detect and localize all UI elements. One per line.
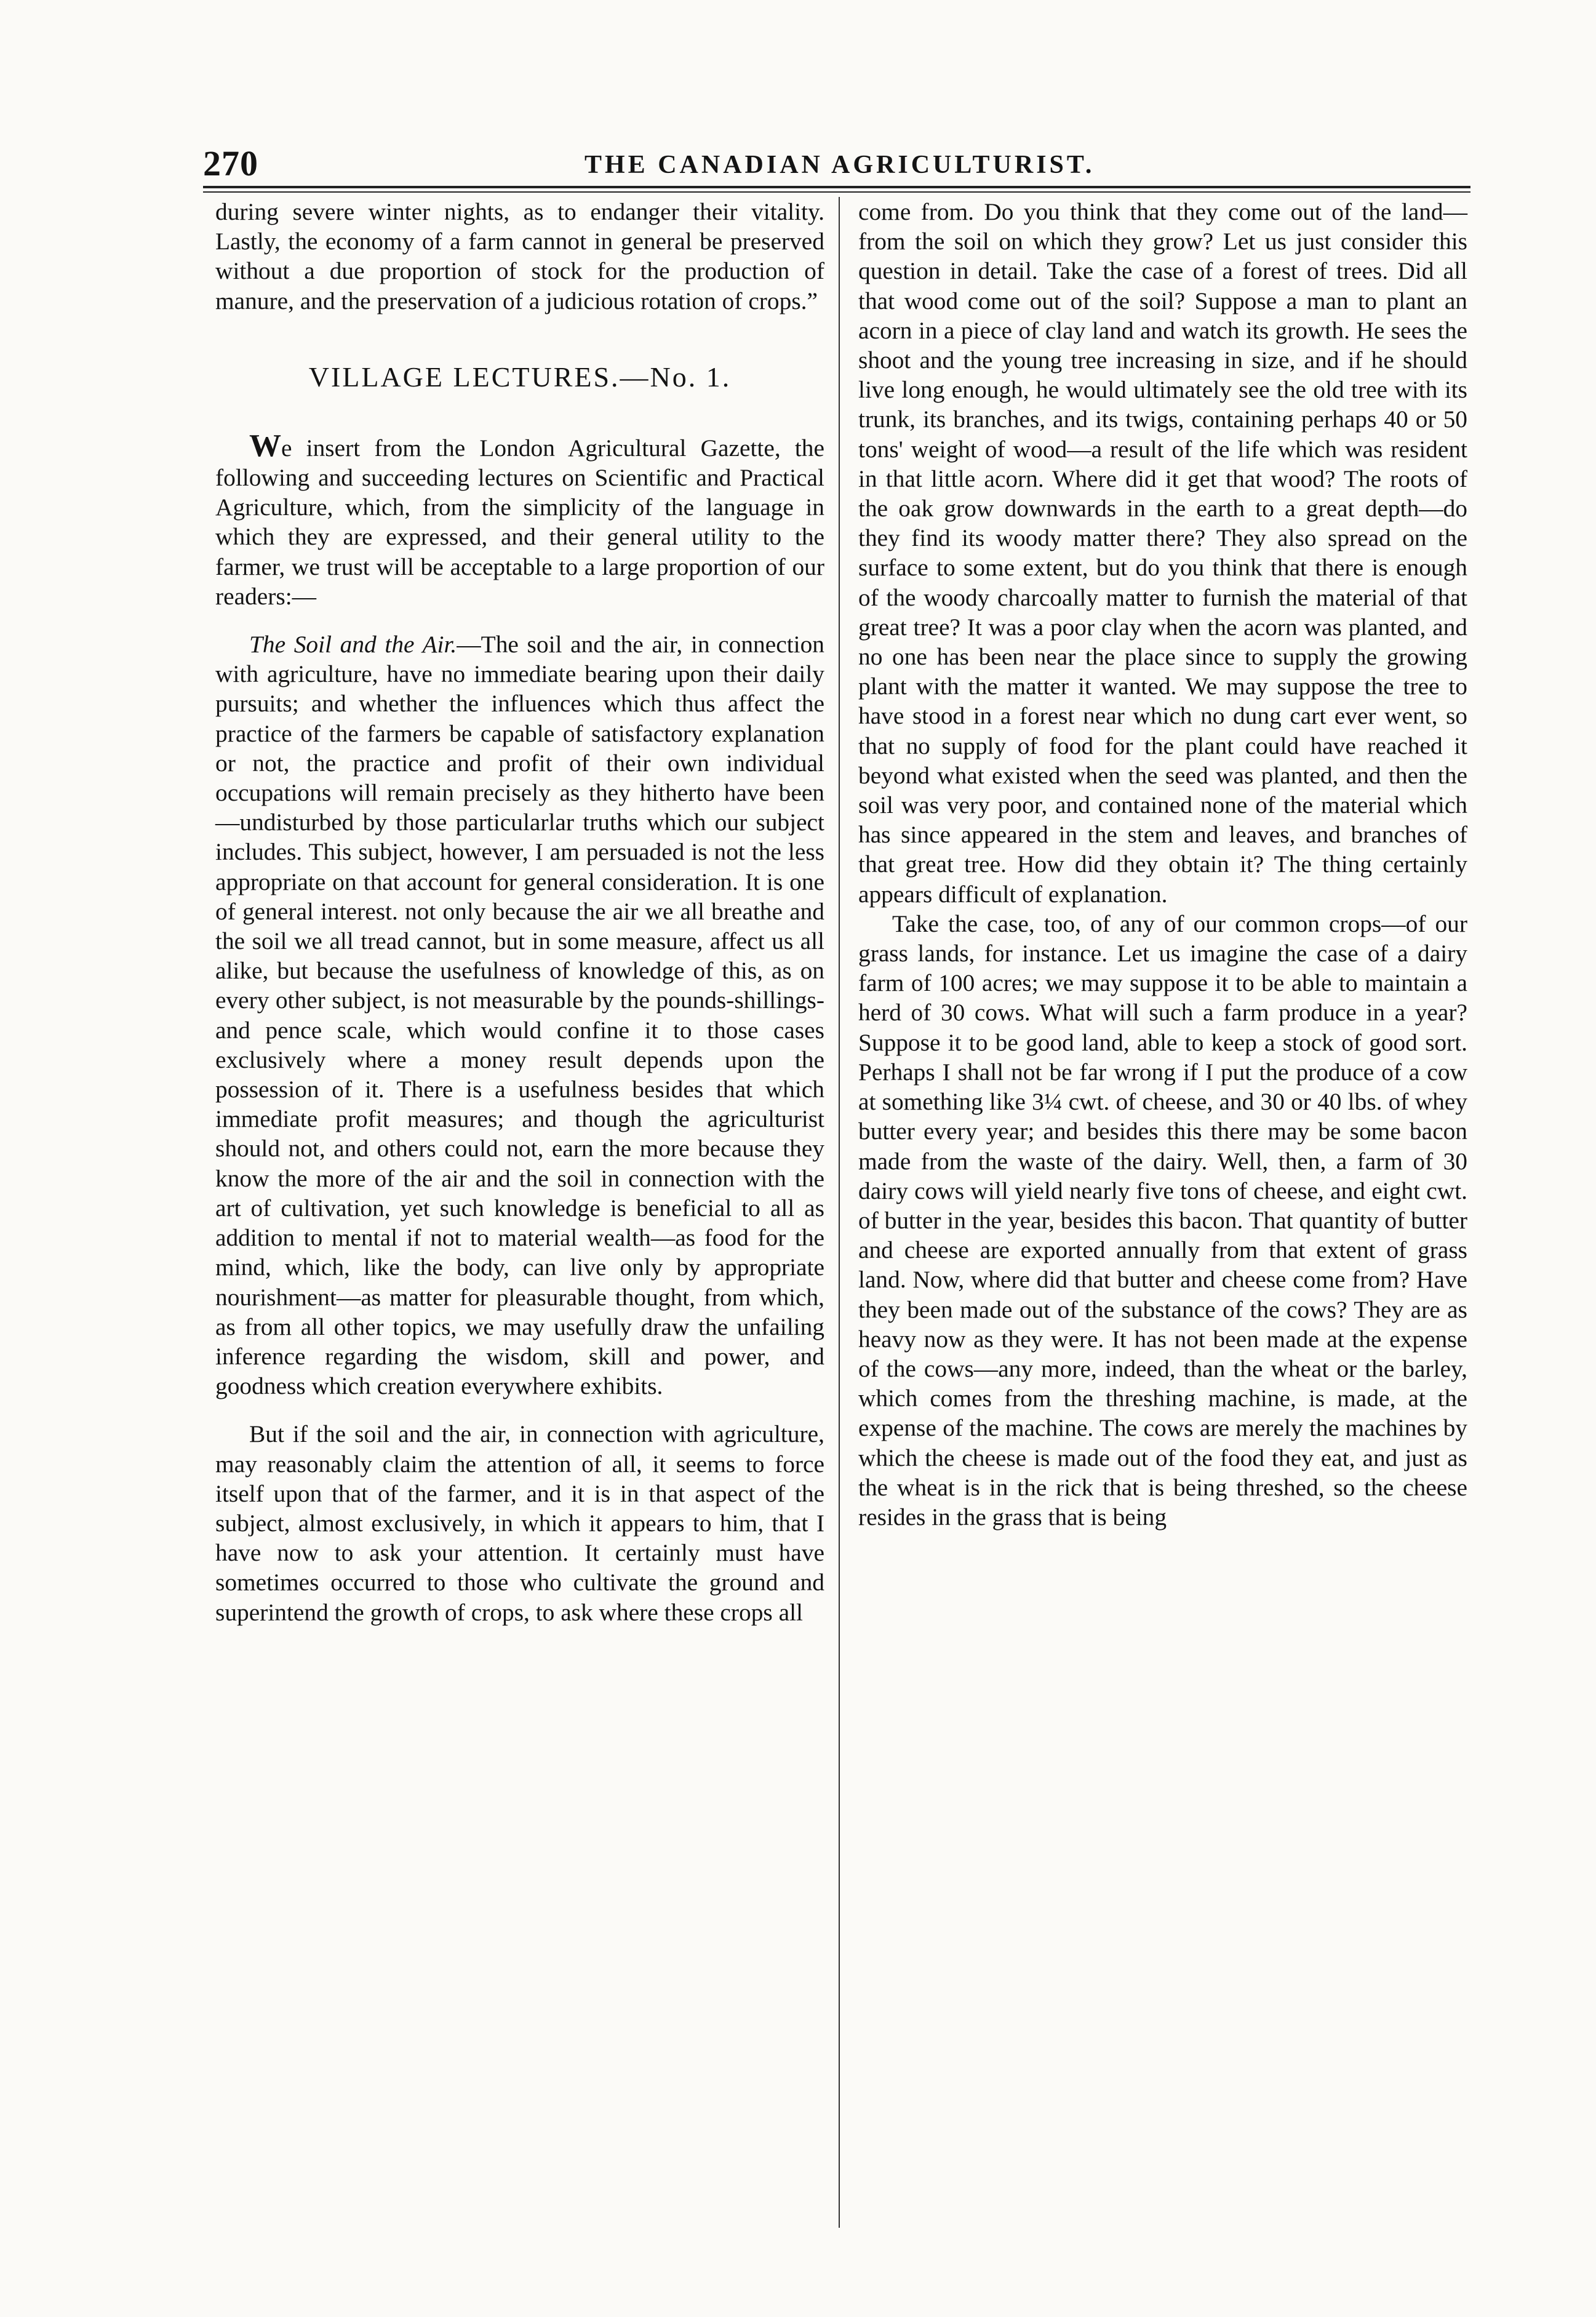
body-paragraph-1-text: —The soil and the air, in connection with agriculture, have no immediate bearing upon their daily pursuits; and whether the influences which thus affect the practice of the farmers be capable of satisfactory explanation or not, the practice and profit of their own individual occupations will remain precisely as they hitherto have been—undisturbed by those particularlar truths which our subject includes. This subject, however, I am persuaded is not the less appropriate on that account for general consideration. It is one of general interest. not only because the air we all breathe and the soil we all tread cannot, but in some measure, affect us all alike, but because the usefulness of knowledge of this, as on every other subject, is not measurable by the pounds-shillings-and pence scale, which would confine it to those cases exclusively where a money result depends upon the possession of it. There is a usefulness besides that which immediate profit measures; and though the agriculturist should not, and others could not, earn the more because they know the more of the air and the soil in connection with the art of cultivation, yet such knowledge is beneficial to all as addition to mental if not to material wealth—as food for the mind, which, like the body, can live only by appropriate nourishment—as matter for pleasurable thought, from which, as from all other topics, we may usefully draw the unfailing inference regarding the wisdom, skill and power, and goodness which creation everywhere exhibits.	[215, 631, 824, 1400]
section-heading: VILLAGE LECTURES.—No. 1.	[308, 361, 732, 393]
body-paragraph-2: But if the soil and the air, in connection with agriculture, may reasonably claim the attention of all, it seems to force itself upon that of the farmer, and it is in that aspect of the subject, almost exclusively, in which it appears to him, that I have now to ask your attention. It certainly must have sometimes occurred to those who cultivate the ground and superintend the growth of crops, to ask where these crops all	[215, 1420, 824, 1626]
topic-title: The Soil and the Air.	[249, 631, 457, 658]
intro-paragraph	[215, 428, 824, 611]
header-rule	[203, 186, 1470, 193]
running-title: THE CANADIAN AGRICULTURIST.	[585, 151, 1095, 179]
left-column	[215, 197, 824, 1627]
drop-initial: W	[249, 428, 281, 463]
right-paragraph-1: come from. Do you think that they come out of the land—from the soil on which they grow? Let us just consider this question in detail. Take the case of a forest of trees. Did all that wood come out of the soil? Suppose a man to plant an acorn in a piece of clay land and watch its growth. He sees the shoot and the young tree increasing in size, and if he should live long enough, he would ultimately see the old tree with its trunk, its branches, and its twigs, containing perhaps 40 or 50 tons' weight of wood—a result of the life which was resident in that little acorn. Where did it get that wood? The roots of the oak grow downwards in the earth to a great depth—do they find its woody matter there? They also spread on the surface to some extent, but do you think that there is enough of the woody charcoally matter to furnish the material of that great tree? It was a poor clay when the acorn was planted, and no one has been near the place since to supply the growing plant with the matter it wanted. We may suppose the tree to have stood in a forest near which no dung cart ever went, so that no supply of food for the plant could have reached it beyond what existed when the seed was planted, and then the soil was very poor, and contained none of the material which has since appeared in the stem and leaves, and branches of that great tree. How did they obtain it? The thing certainly appears difficult of explanation.	[858, 198, 1467, 908]
right-paragraph-2: Take the case, too, of any of our common crops—of our grass lands, for instance. Let us imagine the case of a dairy farm of 100 acres; we may suppose it to be able to maintain a herd of 30 cows. What will such a farm produce in a year? Suppose it to be good land, able to keep a stock of good sort. Perhaps I shall not be far wrong if I put the produce of a cow at something like 3¼ cwt. of cheese, and 30 or 40 lbs. of whey butter every year; and besides this there may be some bacon made from the waste of the dairy. Well, then, a farm of 30 dairy cows will yield nearly five tons of cheese, and eight cwt. of butter in the year, besides this bacon. That quantity of butter and cheese are exported annually from that extent of grass land. Now, where did that butter and cheese come from? Have they been made out of the substance of the cows? They are as heavy now as they were. It has not been made at the expense of the cows—any more, indeed, than the wheat or the barley, which comes from the threshing machine, is made, at the expense of the machine. The cows are merely the machines by which the cheese is made out of the food they eat, and just as the wheat is in the rick that is being threshed, so the cheese resides in the grass that is being	[858, 910, 1467, 1531]
continuation-paragraph: during severe winter nights, as to endanger their vitality. Lastly, the economy of a farm cannot in general be preserved without a due proportion of stock for the production of manure, and the preservation of a judicious rotation of crops.”	[215, 198, 824, 314]
page-number: 270	[203, 143, 258, 183]
column-divider	[839, 197, 840, 2228]
page-header	[203, 143, 1470, 186]
right-column	[858, 197, 1467, 1532]
body-paragraph-1	[215, 630, 824, 1401]
intro-text: e insert from the London Agricultural Gazette, the following and succeeding lectures on Scientific and Practical Agriculture, which, from the simplicity of the language in which they are expressed, and their general utility to the farmer, we trust will be acceptable to a large proportion of our readers:—	[215, 434, 824, 610]
